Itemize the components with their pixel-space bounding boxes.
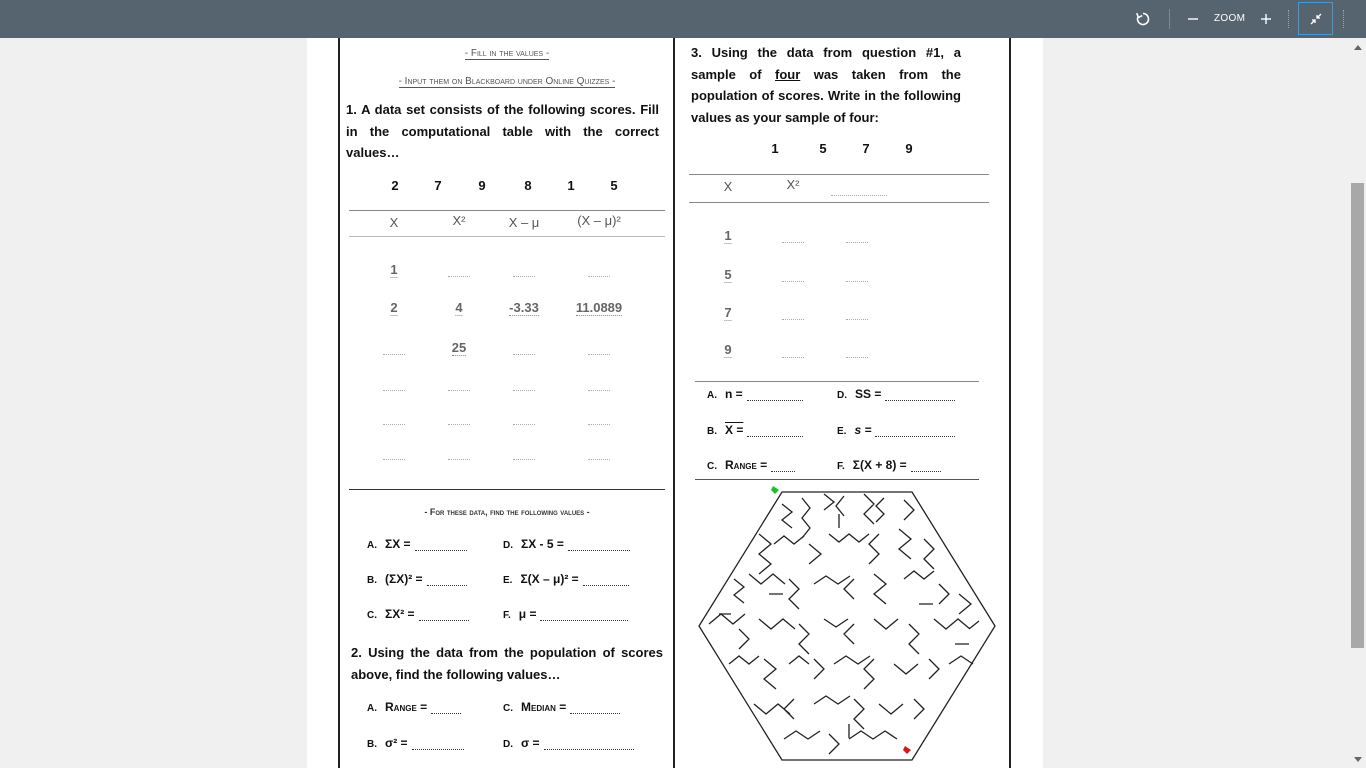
answer-s: E. s = [837,423,955,437]
table-bottom-rule [349,489,665,490]
maze-image [679,484,1005,768]
zoom-label: ZOOM [1214,13,1246,24]
blank-cell[interactable] [513,424,535,425]
table-cell[interactable]: -3.33 [509,300,539,315]
blank-cell[interactable] [448,390,470,391]
find-values-header: - For these data, find the following values - [424,507,590,517]
answer-blank[interactable] [747,426,803,437]
fill-values-header: - Fill in the values - [464,48,550,59]
answer-sigma: D. σ = [503,736,634,750]
answer-sample-range: C. Range = [707,458,795,472]
answer-blank[interactable] [540,610,628,621]
blank-cell[interactable] [513,276,535,277]
answer-blank[interactable] [771,461,795,472]
blackboard-header: - Input them on Blackboard under Online Quizzes - [398,76,616,87]
col-header-deviation-squared: (X – μ)² [577,213,621,228]
question-2-text: 2. Using the data from the population of scores above, find the following values… [351,645,663,682]
answer-sum-x-squared: C. ΣX² = [367,607,469,621]
scroll-down-arrow[interactable] [1354,757,1362,762]
blank-cell[interactable] [588,276,610,277]
zoom-out-icon[interactable] [1184,7,1202,31]
col-header-x: X [723,179,733,194]
answer-blank[interactable] [427,575,467,586]
blank-cell[interactable] [383,390,405,391]
table-cell[interactable]: 25 [451,340,467,355]
answer-x-bar: B. X = [707,423,803,437]
answer-blank[interactable] [885,390,955,401]
table-cell[interactable]: 9 [724,342,732,357]
answer-median: C. Median = [503,700,620,714]
table-cell[interactable]: 7 [724,305,732,320]
blank-header[interactable] [831,195,887,196]
table-cell[interactable]: 4 [455,300,463,315]
left-column: - Fill in the values - - Input them on Blackboard under Online Quizzes - 1. A data set consists of the following scores. Fill in the computational table with the correct values… 2 7 9 8 1 5 X X² X – μ (X – μ)² 1 2 4 -3.33 11.0889 25 - For these data, find the following values - A. ΣX = D. ΣX - 5 = B. (ΣX)² = E. Σ(X – μ)² = C. ΣX² = F. μ = 2. Using the data from the population of scores above, find the following values… A. Range = C. Median = B. σ² = D. σ = [307,38,673,768]
blank-cell[interactable] [782,281,804,282]
answer-n: A. n = [707,387,803,401]
col-header-x-squared: X² [786,177,800,192]
blank-cell[interactable] [782,319,804,320]
table-cell[interactable]: 5 [724,267,732,282]
blank-cell[interactable] [513,390,535,391]
answer-variance: B. σ² = [367,736,464,750]
answer-blank[interactable] [412,739,464,750]
table-cell[interactable]: 1 [724,228,732,243]
sample-table-header-rule [689,202,989,203]
answer-blank[interactable] [583,575,629,586]
scroll-up-arrow[interactable] [1354,45,1362,50]
zoom-in-icon[interactable] [1257,7,1275,31]
col-header-x-squared: X² [452,213,466,228]
blank-cell[interactable] [513,459,535,460]
answer-sum-x-plus-8: F. Σ(X + 8) = [837,458,941,472]
right-column: 3. Using the data from question #1, a sample of four was taken from the population of scores. Write in the following values as your sample of four: 1 5 7 9 X X² 1 5 7 9 A. n = D. SS = B. X = E. s = C. Range = F. Σ(X + 8) = [675,38,1009,768]
table-cell[interactable]: 2 [390,300,398,315]
answer-mu: F. μ = [503,607,628,621]
answer-sum-squared-deviation: E. Σ(X – μ)² = [503,572,629,586]
answer-blank[interactable] [419,610,469,621]
answer-range: A. Range = [367,700,461,714]
blank-cell[interactable] [383,354,405,355]
answer-blank[interactable] [875,426,955,437]
rotate-icon[interactable] [1132,7,1154,31]
blank-cell[interactable] [846,242,868,243]
answer-blank[interactable] [747,390,803,401]
blank-cell[interactable] [588,424,610,425]
document-page [307,38,1043,768]
blank-cell[interactable] [383,459,405,460]
toolbar-divider [1288,10,1290,28]
blank-cell[interactable] [513,354,535,355]
answer-blank[interactable] [570,703,620,714]
toolbar-divider [1169,9,1170,29]
answer-blank[interactable] [415,540,467,551]
blank-cell[interactable] [448,459,470,460]
maze-end-marker [903,746,911,754]
page-border-right [1009,38,1011,768]
blank-cell[interactable] [846,319,868,320]
blank-cell[interactable] [782,357,804,358]
answers-bottom-rule [695,479,979,480]
answer-blank[interactable] [544,739,634,750]
answer-blank[interactable] [911,461,941,472]
blank-cell[interactable] [448,424,470,425]
scrollbar-thumb[interactable] [1351,183,1364,648]
answer-sum-x-squared-total: B. (ΣX)² = [367,572,467,586]
blank-cell[interactable] [448,276,470,277]
viewer-toolbar [0,0,1366,38]
blank-cell[interactable] [782,242,804,243]
toolbar-divider [1343,10,1345,28]
blank-cell[interactable] [846,281,868,282]
answer-ss: D. SS = [837,387,955,401]
blank-cell[interactable] [588,354,610,355]
table-header-rule [349,236,665,237]
answer-blank[interactable] [431,703,461,714]
blank-cell[interactable] [383,424,405,425]
answer-sum-x-minus-5: D. ΣX - 5 = [503,537,630,551]
blank-cell[interactable] [588,459,610,460]
blank-cell[interactable] [846,357,868,358]
col-header-x: X [389,215,399,230]
table-top-rule [349,210,665,211]
question-1-text: 1. A data set consists of the following scores. Fill in the computational table with the correct values… [346,102,659,160]
answer-blank[interactable] [568,540,630,551]
sample-table-top-rule [689,174,989,175]
answer-sum-x: A. ΣX = [367,537,467,551]
exit-fullscreen-icon[interactable] [1298,2,1333,35]
col-header-x-minus-mu: X – μ [508,215,540,230]
table-cell[interactable]: 11.0889 [575,300,623,315]
sample-table-bottom-rule [695,381,979,382]
table-cell[interactable]: 1 [390,262,398,277]
maze-start-marker [771,486,779,494]
question-3-text: 3. Using the data from question #1, a sample of four was taken from the population of scores. Write in the following values as your sample of four: [691,45,961,125]
blank-cell[interactable] [588,390,610,391]
